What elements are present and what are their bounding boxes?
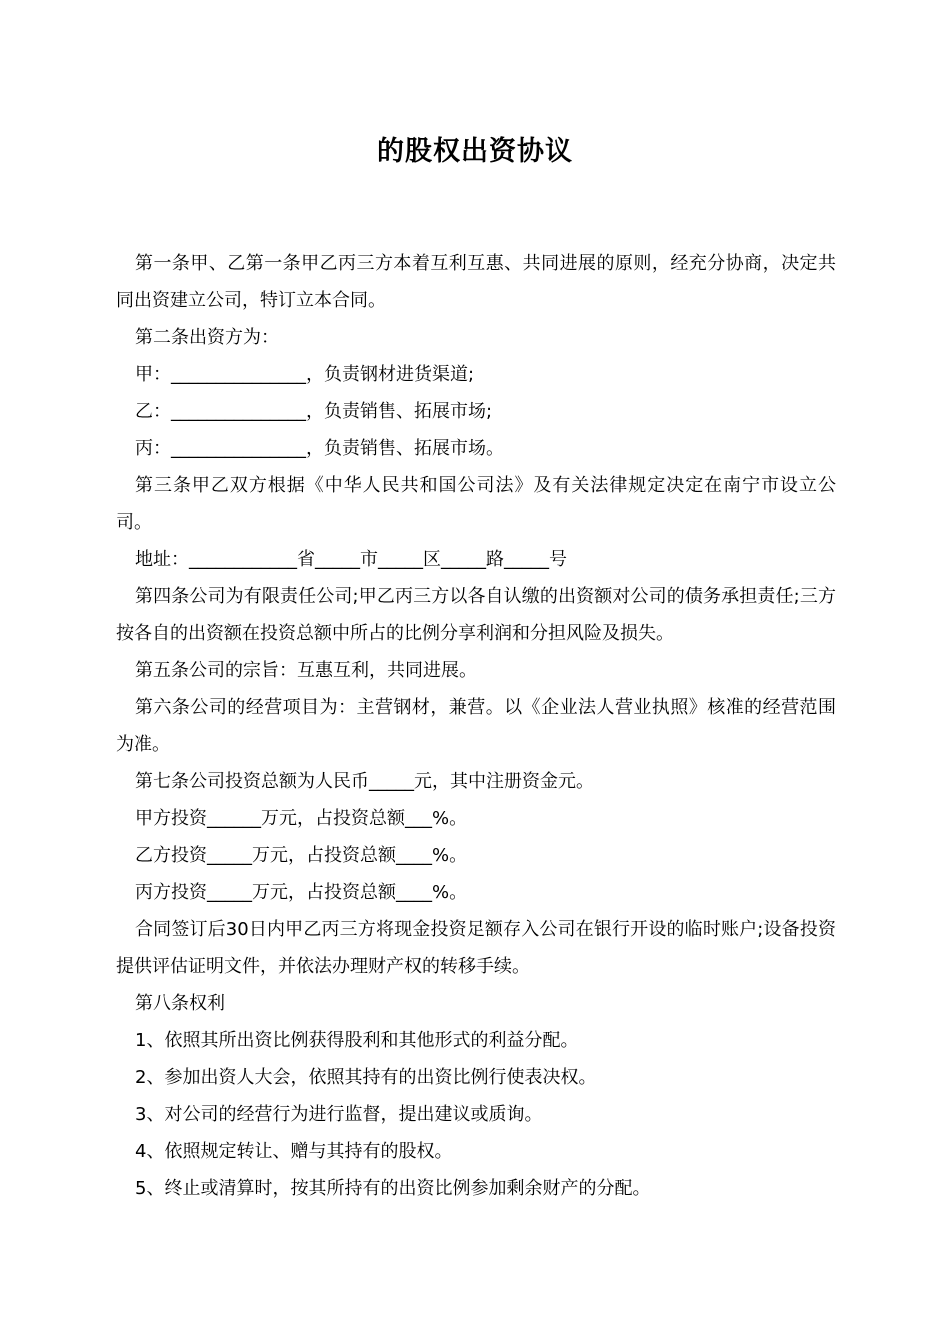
document-body	[116, 245, 836, 1207]
paragraph-right-2: 2、参加出资人大会，依照其持有的出资比例行使表决权。	[135, 1067, 597, 1088]
paragraph-article-8: 第八条权利	[135, 993, 225, 1014]
paragraph-article-2: 第二条出资方为：	[135, 327, 279, 348]
paragraph-right-5: 5、终止或清算时，按其所持有的出资比例参加剩余财产的分配。	[135, 1178, 651, 1199]
paragraph-article-7: 第七条公司投资总额为人民币_____元，其中注册资金元。	[135, 771, 594, 792]
paragraph-article-4: 第四条公司为有限责任公司;甲乙丙三方以各自认缴的出资额对公司的债务承担责任;三方按各自的出资额在投资总额中所占的比例分享利润和分担风险及损失。	[116, 586, 836, 644]
paragraph-article-1: 第一条甲、乙第一条甲乙丙三方本着互利互惠、共同进展的原则，经充分协商，决定共同出资建立公司，特订立本合同。	[116, 253, 836, 311]
paragraph-address: 地址：____________省_____市_____区_____路_____号	[135, 549, 567, 570]
paragraph-right-1: 1、依照其所出资比例获得股利和其他形式的利益分配。	[135, 1030, 579, 1051]
paragraph-right-3: 3、对公司的经营行为进行监督，提出建议或质询。	[135, 1104, 543, 1125]
paragraph-article-3: 第三条甲乙双方根据《中华人民共和国公司法》及有关法律规定决定在南宁市设立公司。	[116, 475, 836, 533]
paragraph-article-6: 第六条公司的经营项目为：主营钢材，兼营。以《企业法人营业执照》核准的经营范围为准。	[116, 697, 836, 755]
paragraph-investment-c: 丙方投资_____万元，占投资总额____%。	[135, 882, 468, 903]
paragraph-party-a: 甲：_______________，负责钢材进货渠道;	[135, 364, 475, 385]
paragraph-party-c: 丙：_______________，负责销售、拓展市场。	[135, 438, 504, 459]
paragraph-article-5: 第五条公司的宗旨：互惠互利，共同进展。	[135, 660, 477, 681]
document-title: 的股权出资协议	[377, 136, 573, 167]
paragraph-investment-a: 甲方投资______万元，占投资总额___%。	[135, 808, 468, 829]
paragraph-right-4: 4、依照规定转让、赠与其持有的股权。	[135, 1141, 453, 1162]
paragraph-investment-b: 乙方投资_____万元，占投资总额____%。	[135, 845, 468, 866]
paragraph-deposit: 合同签订后30日内甲乙丙三方将现金投资足额存入公司在银行开设的临时账户;设备投资提供评估证明文件，并依法办理财产权的转移手续。	[116, 919, 836, 977]
paragraph-party-b: 乙：_______________，负责销售、拓展市场;	[135, 401, 493, 422]
